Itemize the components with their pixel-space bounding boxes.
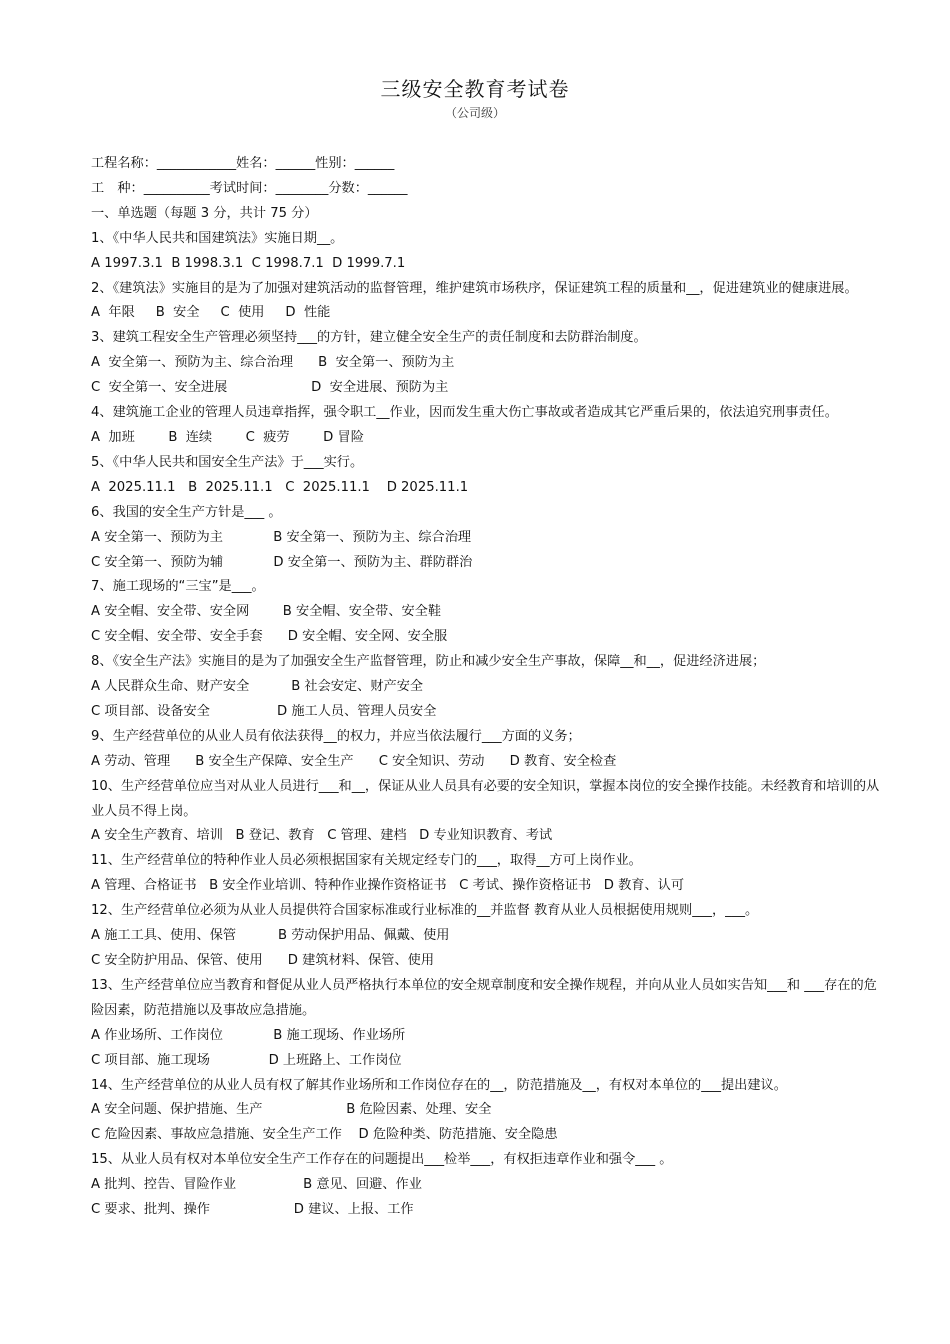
question-options: C 安全帽、安全带、安全手套 D 安全帽、安全网、安全服 (91, 629, 448, 645)
question-text: 12、生产经营单位必须为从业人员提供符合国家标准或行业标准的__并监督 教育从业人员根据使用规则___，___。 (91, 903, 759, 919)
question-text: 2、《建筑法》实施目的是为了加强对建筑活动的监督管理，维护建筑市场秩序，保证建筑工程的质量和__，促进建筑业的健康进展。 (91, 280, 858, 296)
exam-subtitle: （公司级） (444, 106, 505, 120)
question-options: A 安全生产教育、培训 B 登记、教育 C 管理、建档 D 专业知识教育、考试 (91, 828, 553, 844)
section-heading: 一、单选题（每题 3 分，共计 75 分） (91, 205, 318, 221)
info-line-2: 工 种：__________考试时间：________分数：______ (91, 180, 408, 196)
question-text: 4、建筑施工企业的管理人员违章指挥，强令职工__作业，因而发生重大伤亡事故或者造成其它严重后果的，依法追究刑事责任。 (91, 405, 838, 421)
question-options: A 安全第一、预防为主 B 安全第一、预防为主、综合治理 (91, 529, 472, 545)
question-text: 6、我国的安全生产方针是___ 。 (91, 504, 282, 520)
question-options: A 年限 B 安全 C 使用 D 性能 (91, 305, 331, 321)
exam-title: 三级安全教育考试卷 (380, 77, 570, 101)
question-options: A 安全第一、预防为主、综合治理 B 安全第一、预防为主 (91, 355, 455, 371)
question-options: A 劳动、管理 B 安全生产保障、安全生产 C 安全知识、劳动 D 教育、安全检查 (91, 753, 617, 769)
question-options: C 安全防护用品、保管、使用 D 建筑材料、保管、使用 (91, 953, 435, 968)
question-options: A 安全帽、安全带、安全网 B 安全帽、安全带、安全鞋 (91, 604, 442, 620)
question-options: C 安全第一、安全进展 D 安全进展、预防为主 (91, 380, 449, 396)
question-text: 9、生产经营单位的从业人员有依法获得__的权力，并应当依法履行___方面的义务； (91, 728, 581, 744)
question-text: 13、生产经营单位应当教育和督促从业人员严格执行本单位的安全规章制度和安全操作规程，并向从业人员如实告知___和 ___存在的危险因素，防范措施以及事故应急措施。 (91, 977, 877, 1018)
question-options: C 项目部、设备安全 D 施工人员、管理人员安全 (91, 703, 437, 719)
question-options: A 管理、合格证书 B 安全作业培训、特种作业操作资格证书 C 考试、操作资格证书 D 教育、认可 (91, 878, 685, 894)
question-text: 7、施工现场的“三宝”是___。 (91, 579, 265, 595)
question-text: 10、生产经营单位应当对从业人员进行___和__，保证从业人员具有必要的安全知识，掌握本岗位的安全操作技能。未经教育和培训的从业人员不得上岗。 (91, 778, 880, 819)
exam-content (91, 152, 881, 1223)
question-text: 15、从业人员有权对本单位安全生产工作存在的问题提出___检举___，有权拒违章作业和强令___ 。 (91, 1152, 673, 1168)
question-options: A 批判、控告、冒险作业 B 意见、回避、作业 (91, 1177, 422, 1193)
question-text: 5、《中华人民共和国安全生产法》于___实行。 (91, 454, 364, 470)
question-options: C 危险因素、事故应急措施、安全生产工作 D 危险种类、防范措施、安全隐患 (91, 1127, 558, 1143)
question-options: A 人民群众生命、财产安全 B 社会安定、财产安全 (91, 679, 424, 695)
question-options: A 作业场所、工作岗位 B 施工现场、作业场所 (91, 1027, 406, 1043)
question-options: A 安全问题、保护措施、生产 B 危险因素、处理、安全 (91, 1102, 492, 1118)
question-options: A 2025.11.1 B 2025.11.1 C 2025.11.1 D 2025.11.1 (91, 479, 469, 495)
question-text: 8、《安全生产法》实施目的是为了加强安全生产监督管理，防止和减少安全生产事故，保障__和__，促进经济进展； (91, 654, 766, 670)
question-options: C 安全第一、预防为辅 D 安全第一、预防为主、群防群治 (91, 554, 473, 570)
question-text: 14、生产经营单位的从业人员有权了解其作业场所和工作岗位存在的__，防范措施及__，有权对本单位的___提出建议。 (91, 1077, 787, 1093)
question-text: 3、建筑工程安全生产管理必须坚持___的方针，建立健全安全生产的责任制度和去防群治制度。 (91, 330, 647, 346)
question-list (91, 227, 881, 1223)
question-text: 1、《中华人民共和国建筑法》实施日期__。 (91, 230, 344, 246)
question-options: A 施工工具、使用、保管 B 劳动保护用品、佩戴、使用 (91, 928, 450, 944)
info-line-1: 工程名称：____________姓名：______性别：______ (91, 156, 395, 171)
question-options: C 要求、批判、操作 D 建议、上报、工作 (91, 1202, 414, 1218)
question-options: A 加班 B 连续 C 疲劳 D 冒险 (91, 429, 364, 445)
question-text: 11、生产经营单位的特种作业人员必须根据国家有关规定经专门的___，取得__方可上岗作业。 (91, 853, 642, 869)
question-options: A 1997.3.1 B 1998.3.1 C 1998.7.1 D 1999.7.1 (91, 255, 406, 271)
question-options: C 项目部、施工现场 D 上班路上、工作岗位 (91, 1052, 402, 1068)
